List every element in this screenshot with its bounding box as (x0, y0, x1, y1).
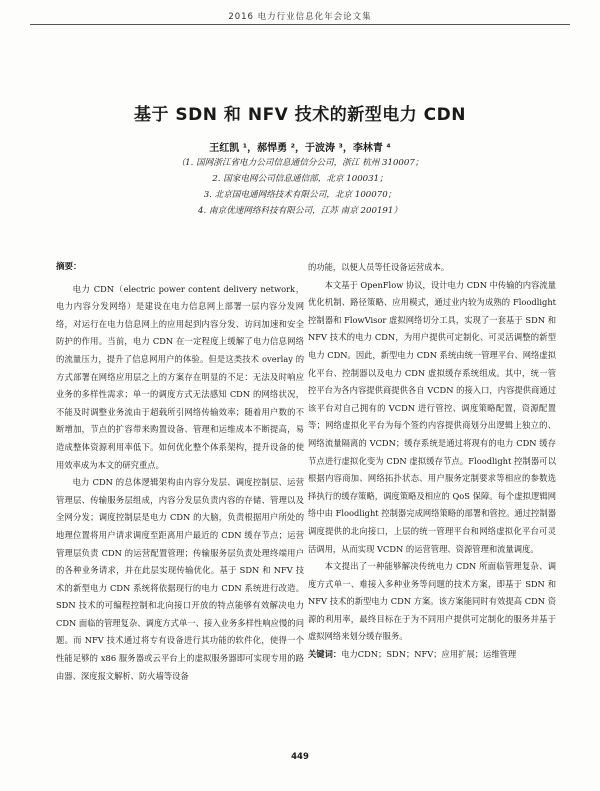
header-rule (30, 24, 570, 25)
abstract-right-column (308, 259, 556, 664)
keywords-text: 电力CDN；SDN；NFV；应用扩展；运维管理 (341, 649, 517, 660)
paper-title: 基于 SDN 和 NFV 技术的新型电力 CDN (134, 105, 466, 125)
keywords-line (308, 646, 556, 664)
affiliation-1: （1. 国网浙江省电力公司信息通信分公司，浙江 杭州 310007； (176, 158, 424, 168)
abstract-paragraph: 本文提出了一种能够解决传统电力 CDN 所面临管理复杂、调度方式单一、难接入多种业务等问题的技术方案，即基于 SDN 和 NFV 技术的新型电力 CDN 方案。该方案能同时有效提高 CDN 资源的利用率，最终目标在于为不同用户提供可定制化的服务并基于虚拟网络来划分缓存服务。 (308, 561, 556, 642)
abstract-left-column (56, 259, 304, 685)
abstract-paragraph: 电力 CDN 的总体逻辑架构由内容分发层、调度控制层、运营管理层、传输服务层组成，内容分发层负责内容的存储、管理以及全网分发；调度控制层是电力 CDN 的大脑，负责根据用户所处的地理位置将用户请求调度至距离用户最近的 CDN 缓存节点；运营管理层负责 CDN 的运营配置管理；传输服务层负责处理终端用户的各种业务请求，并在此层实现传输优化。基于 SDN 和 NFV 技术的新型电力 CDN 系统将依据现行的电力 CDN 系统进行改造。SDN 技术的可编程控制和北向接口开放的特点能够有效解决电力 CDN 面临的管理复杂、调度方式单一、接入业务多样性响应慢的问题。而 NFV 技术通过将专有设备进行其功能的软件化，使得一个性能足够的 x86 服务器或云平台上的虚拟服务器即可实现专用的路由器、深度报文解析、防火墙等设备 (56, 477, 304, 681)
abstract-paragraph: 电力 CDN（electric power content delivery network，电力内容分发网络）是建设在电力信息网上部署一层内容分发网络，对运行在电力信息网上的应用起到内容分发、访问加速和安全防护的作用。当前，电力 CDN 在一定程度上缓解了电力信息网络的流量压力，提升了信息网用户的体验。但是这类技术 overlay 的方式部署在网络应用层之上的方案存在明显的不足：无法及时响应业务的多样性需求；单一的调度方式无法感知 CDN 的网络状况，不能及时调整业务流由于超载所引网络传输效率；随着用户数的不断增加，节点的扩容带来购置设备、管理和运维成本不断提高，易造成整体资源利用率低下。如何优化整个体系架构，提升设备的使用效率成为本文的研究重点。 (56, 283, 304, 470)
keywords-label: 关键词： (308, 649, 342, 660)
affiliation-4: 4. 南京优速网络科技有限公司，江苏 南京 200191） (198, 206, 402, 216)
author-list: 王红凯 ¹，郝悍勇 ²，于波涛 ³，李林青 ⁴ (209, 143, 391, 154)
affiliation-3: 3. 北京国电通网络技术有限公司，北京 100070； (203, 190, 397, 200)
running-head: 2016 电力行业信息化年会论文集 (228, 12, 372, 22)
page-number: 449 (291, 752, 309, 762)
abstract-paragraph: 本文基于 OpenFlow 协议，设计电力 CDN 中传输的内容流量优化机制、路径策略、应用模式，通过业内较为成熟的 Floodlight 控制器和 FlowVisor 虚拟网络切分工具，实现了一套基于 SDN 和 NFV 技术的电力 CDN，为用户提供可定制化、可灵活调整的新型电力 CDN。因此，新型电力 CDN 系统由统一管理平台、网络虚拟化平台、控制器以及电力 CDN 虚拟缓存系统组成。其中，统一管控平台为各内容提供商提供各自 VCDN 的接入口，内容提供商通过该平台对自己拥有的 VCDN 进行管控、调度策略配置，资源配置等；网络虚拟化平台为每个签约内容提供商划分出逻辑上独立的、网络流量隔离的 VCDN；缓存系统是通过将现有的电力 CDN 缓存节点进行虚拟化变为 CDN 虚拟缓存节点。Floodlight 控制器可以根据内容商加、网络拓扑状态、用户服务定制要求等相应的参数选择执行的缓存策略，调度策略及相应的 QoS 保障。每个虚拟逻辑网络中由 Floodlight 控制器完成网络策略的部署和管控。通过控制器调度提供的北向接口，上层的统一管理平台和网络虚拟化平台可灵活调用，从而实现 VCDN 的运营管理、资源管理和流量调度。 (308, 279, 556, 554)
abstract-heading: 摘要： (56, 262, 82, 272)
abstract-paragraph: 的功能，以便人员等任设备运营成本。 (308, 262, 450, 272)
affiliation-2: 2. 国家电网公司信息通信部，北京 100031； (212, 174, 388, 184)
